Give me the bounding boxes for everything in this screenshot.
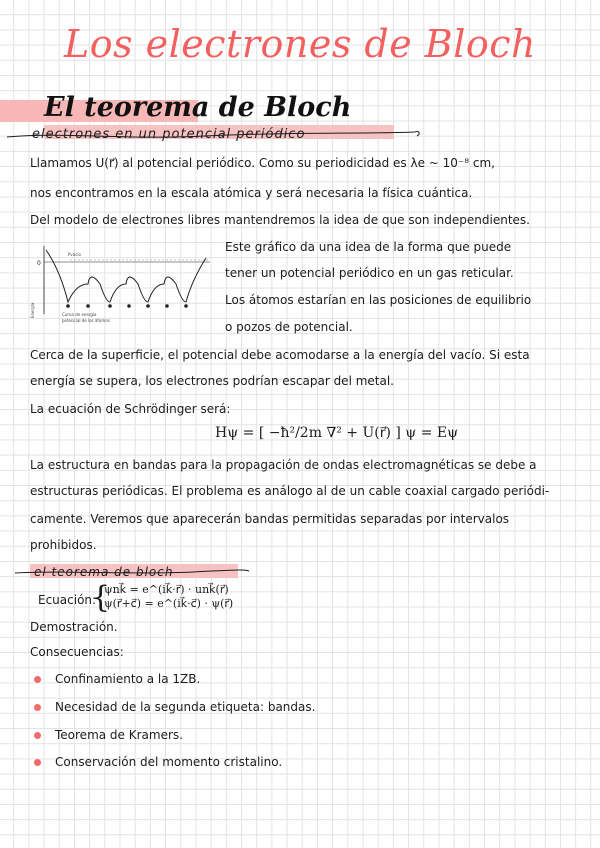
- equation-label: Ecuación:: [38, 593, 97, 607]
- bullet-dot: [34, 759, 41, 766]
- subheading-2: el teorema de bloch: [34, 565, 174, 579]
- potential-curve: [46, 250, 206, 302]
- paragraph-1-line-3: Del modelo de electrones libres mantendremos la idea de que son independientes.: [30, 213, 530, 227]
- figure-text-line-3: Los átomos estarían en las posiciones de equilibrio: [225, 293, 532, 307]
- list-item-text: Necesidad de la segunda etiqueta: bandas.: [55, 700, 316, 714]
- paragraph-2-line-1: Cerca de la superficie, el potencial debe acomodarse a la energía del vacío. Si esta: [30, 348, 530, 362]
- bullet-dot: [34, 676, 41, 683]
- paragraph-3-line-4: prohibidos.: [30, 538, 97, 552]
- demostracion: Demostración.: [30, 620, 118, 634]
- atom: [86, 304, 90, 308]
- paragraph-2-line-2: energía se supera, los electrones podrían escapar del metal.: [30, 374, 394, 388]
- bullet-dot: [34, 732, 41, 739]
- equation-brace: {: [91, 580, 111, 615]
- list-item: [34, 672, 200, 686]
- section-title: El teorema de Bloch: [44, 92, 352, 123]
- atom: [108, 304, 112, 308]
- figure-text-line-2: tener un potencial periódico en un gas reticular.: [225, 266, 514, 280]
- atom: [146, 304, 150, 308]
- figure-text-line-4: o pozos de potencial.: [225, 320, 353, 334]
- list-item-text: Teorema de Kramers.: [55, 728, 183, 742]
- list-item: [34, 755, 282, 769]
- list-item: [34, 700, 315, 714]
- list-item-text: Confinamiento a la 1ZB.: [55, 672, 201, 686]
- atom: [165, 304, 169, 308]
- paragraph-3-line-1: La estructura en bandas para la propagación de ondas electromagnéticas se debe a: [30, 458, 537, 472]
- consecuencias: Consecuencias:: [30, 645, 124, 659]
- paragraph-3-line-3: camente. Veremos que aparecerán bandas permitidas separadas por intervalos: [30, 512, 510, 526]
- list-item: [34, 728, 183, 742]
- paragraph-1-line-2: nos encontramos en la escala atómica y será necesaria la física cuántica.: [30, 186, 473, 200]
- atom: [127, 304, 131, 308]
- figure-caption-line-2: potencial de los átomos: [62, 318, 110, 323]
- figure-text-line-1: Este gráfico da una idea de la forma que puede: [225, 240, 512, 254]
- equation-line-1: ψnk⃗ = e^(ik⃗·r⃗) · unk⃗(r⃗): [104, 583, 229, 596]
- figure-top-label: Pvacío: [68, 252, 81, 257]
- page-title: Los electrones de Bloch: [63, 22, 537, 66]
- atom: [66, 304, 70, 308]
- bullet-dot: [34, 704, 41, 711]
- figure-caption-line-1: Curva de energía: [62, 312, 97, 317]
- figure-zero-label: 0: [37, 260, 41, 267]
- atom: [184, 304, 188, 308]
- periodic-potential-figure: [30, 240, 215, 332]
- equation-line-2: ψ(r⃗+c⃗) = e^(ik⃗·c⃗) · ψ(r⃗): [104, 597, 234, 610]
- paragraph-1-line-1: Llamamos U(r⃗) al potencial periódico. Como su periodicidad es λe ~ 10⁻⁸ cm,: [30, 156, 495, 170]
- schrodinger-intro: La ecuación de Schrödinger será:: [30, 402, 231, 416]
- paragraph-3-line-2: estructuras periódicas. El problema es análogo al de un cable coaxial cargado periódi-: [30, 484, 550, 498]
- schrodinger-equation: Hψ = [ −ħ²/2m ∇² + U(r⃗) ] ψ = Eψ: [215, 425, 459, 441]
- figure-axis-label: Energía: [30, 302, 35, 318]
- subheading: electrones en un potencial periódico: [32, 127, 306, 142]
- list-item-text: Conservación del momento cristalino.: [55, 755, 283, 769]
